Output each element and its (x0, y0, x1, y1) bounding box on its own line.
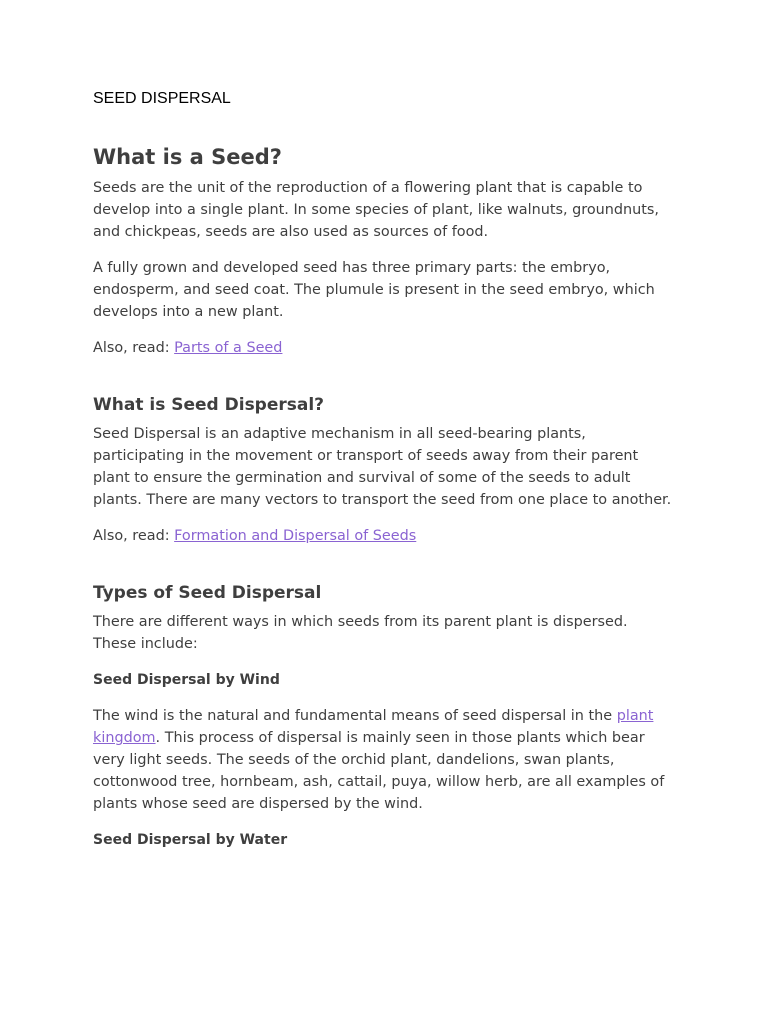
seed-paragraph-2: A fully grown and developed seed has three primary parts: the embryo, endosperm, and seed coat. The plumule is present in the seed embryo, which develops into a new plant. (93, 260, 655, 320)
wind-text-end: . This process of dispersal is mainly seen in those plants which bear very light seeds. The seeds of the orchid plant, dandelions, swan plants, cottonwood tree, hornbeam, ash, cattail, puya, willow herb, are all examples of plants whose seed are dispersed by the wind. (93, 730, 665, 812)
document-title: SEED DISPERSAL (93, 90, 231, 107)
heading-what-is-seed-dispersal: What is Seed Dispersal? (93, 395, 325, 415)
also-read-label: Also, read: (93, 340, 175, 356)
dispersal-paragraph: Seed Dispersal is an adaptive mechanism in all seed-bearing plants, participating in the movement or transport of seeds away from their parent plant to ensure the germination and survival of some of the seeds to adult plants. There are many vectors to transport the seed from one place to another. (93, 426, 672, 508)
parts-of-a-seed-link[interactable]: Parts of a Seed (174, 340, 283, 356)
wind-paragraph (93, 705, 673, 815)
seed-paragraph-1: Seeds are the unit of the reproduction of a flowering plant that is capable to develop into a single plant. In some species of plant, like walnuts, groundnuts, and chickpeas, seeds are also used as sources of food. (93, 180, 659, 240)
heading-types-of-seed-dispersal: Types of Seed Dispersal (93, 583, 322, 603)
also-read-label: Also, read: (93, 528, 175, 544)
plant-kingdom-link[interactable]: plant kingdom (93, 708, 654, 746)
types-intro-paragraph: There are different ways in which seeds from its parent plant is dispersed. These include: (93, 614, 628, 652)
formation-and-dispersal-link[interactable]: Formation and Dispersal of Seeds (174, 528, 417, 544)
heading-dispersal-by-wind: Seed Dispersal by Wind (93, 672, 280, 688)
seed-also-read (93, 337, 673, 359)
heading-what-is-a-seed: What is a Seed? (93, 145, 282, 169)
wind-text-start: The wind is the natural and fundamental means of seed dispersal in the (93, 708, 617, 724)
dispersal-also-read (93, 525, 673, 547)
heading-dispersal-by-water: Seed Dispersal by Water (93, 832, 288, 848)
